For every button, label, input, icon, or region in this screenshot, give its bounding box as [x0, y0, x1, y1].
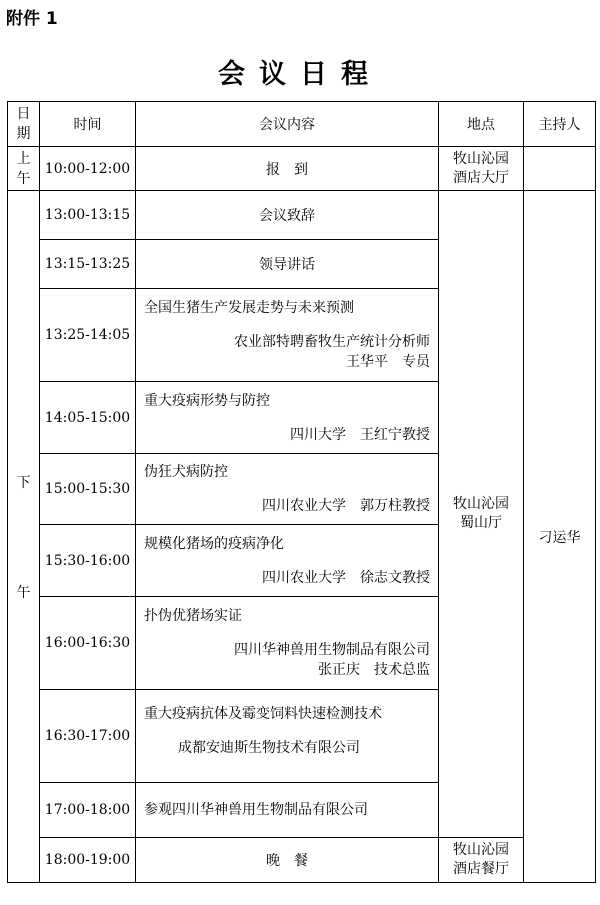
row-time: 13:25-14:05	[40, 289, 136, 382]
attachment-label: 附件 1	[6, 9, 58, 29]
row-content	[136, 597, 439, 690]
row-content: 报 到	[136, 147, 439, 191]
row-content: 晚 餐	[136, 838, 439, 883]
row-time: 15:30-16:00	[40, 525, 136, 597]
row-time: 14:05-15:00	[40, 382, 136, 454]
topic-title: 规模化猪场的疫病净化	[144, 535, 284, 552]
afternoon-label: 下 午	[8, 191, 40, 883]
row-time: 15:00-15:30	[40, 454, 136, 525]
row-content: 领导讲话	[136, 240, 439, 289]
row-time: 13:00-13:15	[40, 191, 136, 240]
row-time: 16:30-17:00	[40, 690, 136, 783]
row-location: 牧山沁园 酒店餐厅	[439, 838, 524, 883]
row-time: 17:00-18:00	[40, 783, 136, 838]
header-row	[8, 102, 596, 147]
row-content	[136, 690, 439, 783]
afternoon-location: 牧山沁园 蜀山厅	[439, 191, 524, 838]
speaker-name: 张正庆 技术总监	[318, 662, 430, 678]
table-row	[8, 838, 596, 883]
row-content	[136, 454, 439, 525]
row-host	[524, 147, 596, 191]
topic-title: 扑伪优猪场实证	[144, 608, 242, 624]
table-row	[8, 191, 596, 240]
speaker-org: 成都安迪斯生物技术有限公司	[178, 740, 360, 756]
row-content: 会议致辞	[136, 191, 439, 240]
topic-title: 伪狂犬病防控	[144, 464, 228, 480]
speaker-org: 四川农业大学 徐志文教授	[262, 569, 430, 586]
header-host: 主持人	[524, 102, 596, 147]
row-content	[136, 382, 439, 454]
morning-label: 上午	[8, 147, 40, 191]
speaker-org: 农业部特聘畜牧生产统计分析师	[234, 334, 430, 350]
row-location: 牧山沁园 酒店大厅	[439, 147, 524, 191]
afternoon-host: 刁运华	[524, 191, 596, 883]
row-content	[136, 525, 439, 597]
row-time: 13:15-13:25	[40, 240, 136, 289]
table-row	[8, 147, 596, 191]
topic-title: 重大疫病形势与防控	[144, 392, 270, 409]
topic-title: 重大疫病抗体及霉变饲料快速检测技术	[144, 706, 382, 722]
header-content: 会议内容	[136, 102, 439, 147]
row-content	[136, 289, 439, 382]
speaker-name: 王华平 专员	[346, 354, 430, 370]
schedule-table	[7, 101, 596, 883]
header-time: 时间	[40, 102, 136, 147]
topic-title: 参观四川华神兽用生物制品有限公司	[144, 802, 368, 818]
row-time: 10:00-12:00	[40, 147, 136, 191]
row-time: 18:00-19:00	[40, 838, 136, 883]
speaker-org: 四川大学 王红宁教授	[290, 426, 430, 443]
header-location: 地点	[439, 102, 524, 147]
speaker-org: 四川华神兽用生物制品有限公司	[234, 642, 430, 658]
row-time: 16:00-16:30	[40, 597, 136, 690]
speaker-org: 四川农业大学 郭万柱教授	[262, 498, 430, 514]
header-date: 日期	[8, 102, 40, 147]
row-content	[136, 783, 439, 838]
topic-title: 全国生猪生产发展走势与未来预测	[144, 300, 354, 316]
page-title: 会议日程	[218, 59, 382, 90]
